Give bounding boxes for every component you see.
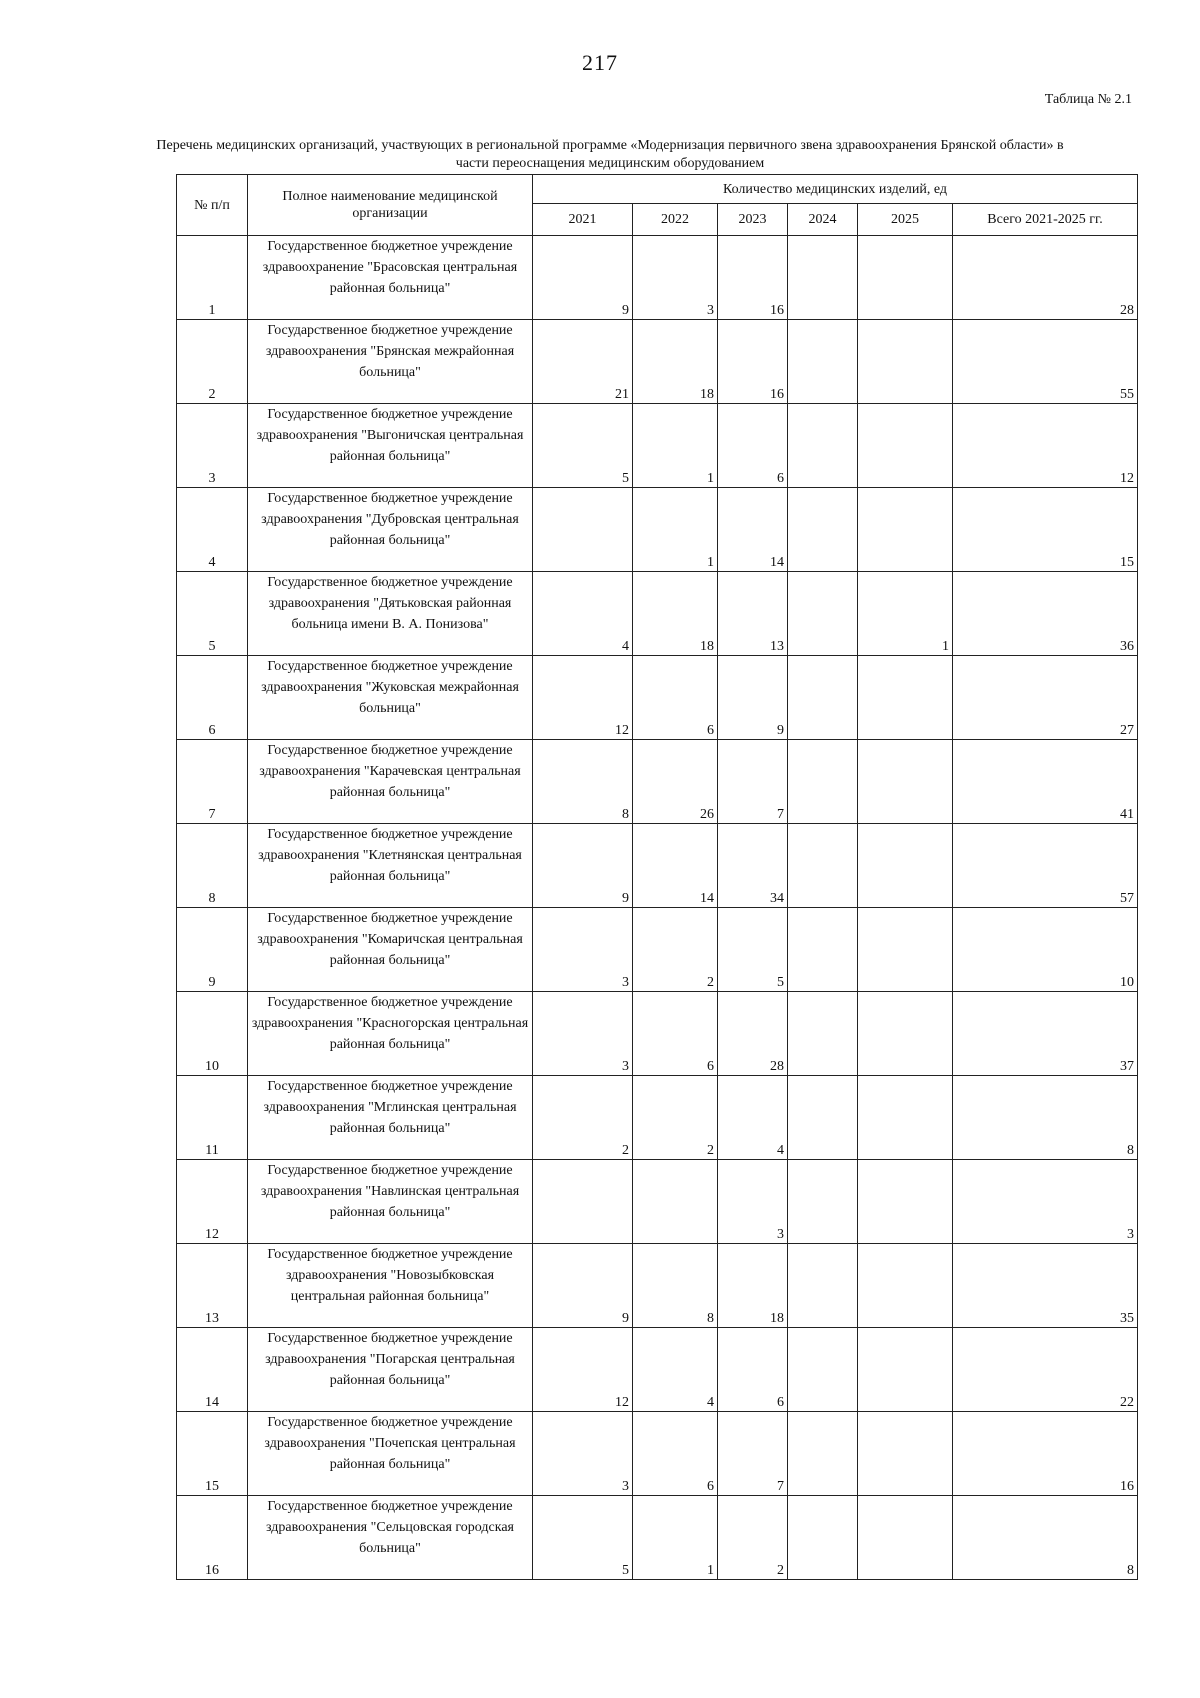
header-name: Полное наименование медицинской организации [248,175,533,236]
value-2021: 3 [533,908,633,992]
value-2024 [788,488,858,572]
value-2023: 14 [718,488,788,572]
value-2022: 2 [633,1076,718,1160]
value-2024 [788,1076,858,1160]
value-2025 [858,1328,953,1412]
table-row [177,908,1138,992]
value-total: 57 [953,824,1138,908]
value-total: 8 [953,1076,1138,1160]
value-2025 [858,488,953,572]
row-number: 9 [177,908,248,992]
value-2021: 8 [533,740,633,824]
organization-name: Государственное бюджетное учреждение здравоохранения "Жуковская межрайонная больница" [248,656,533,740]
row-number: 12 [177,1160,248,1244]
value-2024 [788,740,858,824]
organization-name: Государственное бюджетное учреждение здравоохранения "Почепская центральная районная больница" [248,1412,533,1496]
organization-name: Государственное бюджетное учреждение здравоохранения "Красногорская центральная районная больница" [248,992,533,1076]
table-row [177,1328,1138,1412]
value-2025 [858,1496,953,1580]
row-number: 16 [177,1496,248,1580]
value-total: 12 [953,404,1138,488]
table-row [177,1496,1138,1580]
row-number: 7 [177,740,248,824]
value-2021: 9 [533,236,633,320]
row-number: 14 [177,1328,248,1412]
table-row [177,236,1138,320]
document-title: Перечень медицинских организаций, участвующих в региональной программе «Модернизация первичного звена здравоохранения Брянской области» в части переоснащения медицинским оборудованием [156,138,1064,171]
value-2021 [533,1160,633,1244]
organization-name: Государственное бюджетное учреждение здравоохранения "Дубровская центральная районная больница" [248,488,533,572]
value-2025 [858,824,953,908]
header-num: № п/п [177,175,248,236]
value-2025 [858,1244,953,1328]
value-2024 [788,236,858,320]
value-2021: 3 [533,992,633,1076]
table-row [177,992,1138,1076]
value-2024 [788,1412,858,1496]
value-2025 [858,992,953,1076]
value-2022: 1 [633,404,718,488]
value-total: 55 [953,320,1138,404]
value-2025 [858,908,953,992]
value-total: 41 [953,740,1138,824]
organization-name: Государственное бюджетное учреждение здравоохранения "Дятьковская районная больница имени В. А. Понизова" [248,572,533,656]
value-2023: 16 [718,320,788,404]
row-number: 13 [177,1244,248,1328]
table-row [177,740,1138,824]
value-2022: 3 [633,236,718,320]
value-2025: 1 [858,572,953,656]
row-number: 11 [177,1076,248,1160]
table-row [177,1244,1138,1328]
organization-name: Государственное бюджетное учреждение здравоохранения "Погарская центральная районная больница" [248,1328,533,1412]
value-total: 3 [953,1160,1138,1244]
value-2021: 5 [533,404,633,488]
value-2024 [788,824,858,908]
value-2022: 14 [633,824,718,908]
row-number: 15 [177,1412,248,1496]
value-2023: 16 [718,236,788,320]
header-year-2023: 2023 [718,204,788,236]
value-2024 [788,320,858,404]
value-2022: 8 [633,1244,718,1328]
value-2022: 2 [633,908,718,992]
value-2023: 3 [718,1160,788,1244]
table-label: Таблица № 2.1 [1044,92,1132,107]
value-2024 [788,656,858,740]
value-2022 [633,1160,718,1244]
value-2023: 18 [718,1244,788,1328]
row-number: 8 [177,824,248,908]
row-number: 1 [177,236,248,320]
value-2024 [788,1328,858,1412]
value-2025 [858,1412,953,1496]
value-2021: 12 [533,656,633,740]
value-2022: 6 [633,992,718,1076]
value-2022: 6 [633,1412,718,1496]
value-2023: 6 [718,404,788,488]
value-total: 8 [953,1496,1138,1580]
table-body [177,236,1138,1580]
value-2022: 18 [633,320,718,404]
value-total: 36 [953,572,1138,656]
organization-name: Государственное бюджетное учреждение здравоохранения "Клетнянская центральная районная больница" [248,824,533,908]
value-2025 [858,656,953,740]
value-2024 [788,1160,858,1244]
value-2021: 21 [533,320,633,404]
header-year-2024: 2024 [788,204,858,236]
value-2023: 13 [718,572,788,656]
value-2023: 28 [718,992,788,1076]
organization-name: Государственное бюджетное учреждение здравоохранения "Брянская межрайонная больница" [248,320,533,404]
value-total: 35 [953,1244,1138,1328]
header-quantity-group: Количество медицинских изделий, ед [533,175,1138,204]
value-2023: 6 [718,1328,788,1412]
value-2021: 2 [533,1076,633,1160]
value-2023: 4 [718,1076,788,1160]
organization-name: Государственное бюджетное учреждение здравоохранения "Комаричская центральная районная больница" [248,908,533,992]
table-row [177,1076,1138,1160]
header-total: Всего 2021-2025 гг. [953,204,1138,236]
row-number: 10 [177,992,248,1076]
value-total: 22 [953,1328,1138,1412]
organization-name: Государственное бюджетное учреждение здравоохранения "Мглинская центральная районная больница" [248,1076,533,1160]
value-total: 15 [953,488,1138,572]
row-number: 6 [177,656,248,740]
value-2023: 7 [718,1412,788,1496]
value-2023: 34 [718,824,788,908]
page-number: 217 [582,50,618,75]
value-2023: 9 [718,656,788,740]
value-2022: 6 [633,656,718,740]
header-year-2022: 2022 [633,204,718,236]
value-2021: 4 [533,572,633,656]
table-row [177,1412,1138,1496]
value-2024 [788,992,858,1076]
value-2022: 18 [633,572,718,656]
table-row [177,404,1138,488]
organization-name: Государственное бюджетное учреждение здравоохранения "Сельцовская городская больница" [248,1496,533,1580]
value-total: 28 [953,236,1138,320]
value-2024 [788,908,858,992]
table-row [177,488,1138,572]
organizations-table [176,174,1138,1580]
value-2025 [858,236,953,320]
table-row [177,656,1138,740]
row-number: 2 [177,320,248,404]
row-number: 4 [177,488,248,572]
table-row [177,824,1138,908]
value-2021: 5 [533,1496,633,1580]
value-total: 27 [953,656,1138,740]
value-2025 [858,1076,953,1160]
value-2024 [788,404,858,488]
table-row [177,572,1138,656]
value-2025 [858,320,953,404]
value-2022: 1 [633,1496,718,1580]
value-total: 16 [953,1412,1138,1496]
value-2023: 7 [718,740,788,824]
header-year-2021: 2021 [533,204,633,236]
value-2022: 26 [633,740,718,824]
value-2021: 3 [533,1412,633,1496]
value-2022: 1 [633,488,718,572]
table-row [177,320,1138,404]
organization-name: Государственное бюджетное учреждение здравоохранение "Брасовская центральная районная больница" [248,236,533,320]
value-2021 [533,488,633,572]
value-2025 [858,404,953,488]
value-2022: 4 [633,1328,718,1412]
value-total: 37 [953,992,1138,1076]
value-2023: 2 [718,1496,788,1580]
organization-name: Государственное бюджетное учреждение здравоохранения "Выгоничская центральная районная больница" [248,404,533,488]
table-row [177,1160,1138,1244]
value-2025 [858,1160,953,1244]
value-2021: 12 [533,1328,633,1412]
value-2024 [788,1496,858,1580]
organization-name: Государственное бюджетное учреждение здравоохранения "Новозыбковская центральная районная больница" [248,1244,533,1328]
row-number: 3 [177,404,248,488]
value-2024 [788,1244,858,1328]
organization-name: Государственное бюджетное учреждение здравоохранения "Навлинская центральная районная больница" [248,1160,533,1244]
value-2021: 9 [533,1244,633,1328]
value-total: 10 [953,908,1138,992]
value-2025 [858,740,953,824]
value-2023: 5 [718,908,788,992]
value-2024 [788,572,858,656]
organization-name: Государственное бюджетное учреждение здравоохранения "Карачевская центральная районная больница" [248,740,533,824]
header-year-2025: 2025 [858,204,953,236]
header-row-1 [177,175,1138,204]
value-2021: 9 [533,824,633,908]
row-number: 5 [177,572,248,656]
